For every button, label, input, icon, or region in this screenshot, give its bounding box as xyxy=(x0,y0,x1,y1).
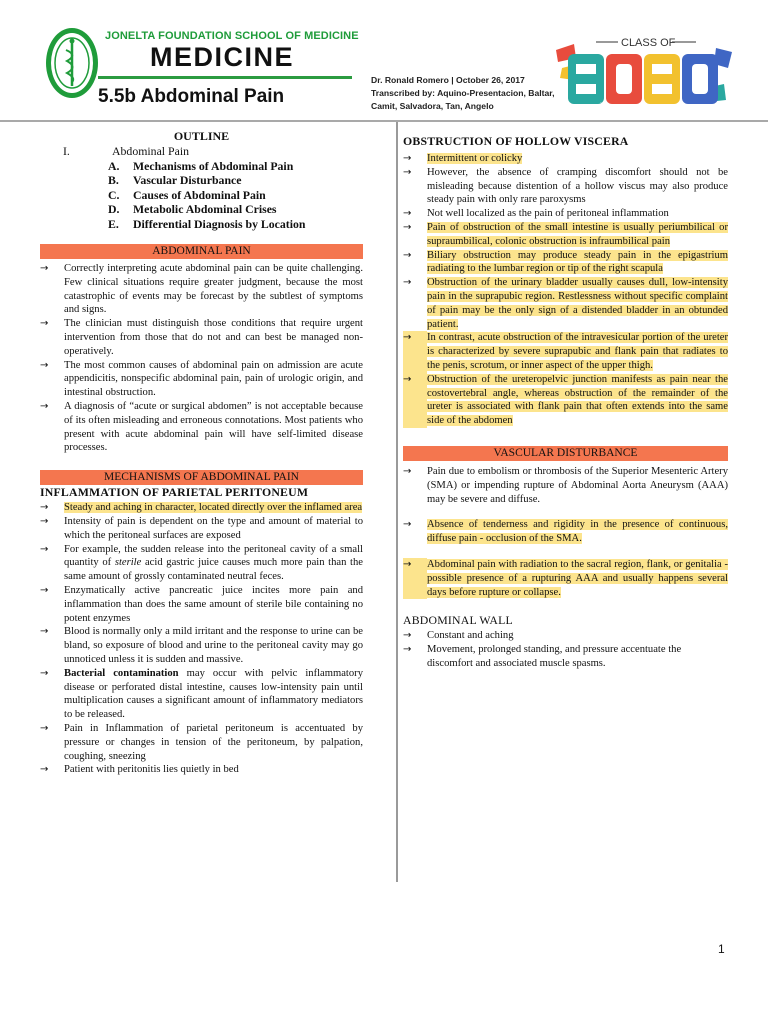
outline-item: C. Causes of Abdominal Pain xyxy=(108,187,266,202)
heading-abdominal-wall: ABDOMINAL WALL xyxy=(403,613,513,628)
list-item: → Steady and aching in character, located directly over the inflamed area xyxy=(40,502,363,514)
list-item: → Absence of tenderness and rigidity in the presence of continuous, diffuse pain - occlusion of the SMA. xyxy=(403,519,728,545)
mechanisms-list xyxy=(40,501,363,777)
page-number: 1 xyxy=(718,942,725,956)
list-item: → The most common causes of abdominal pain on admission are acute appendicitis, nonspecific abdominal pain, pain of urologic origin, and intestinal obstruction. xyxy=(40,359,363,399)
list-item: → Intensity of pain is dependent on the type and amount of material to which the peritoneal surfaces are exposed xyxy=(40,515,363,541)
outline-roman: I. xyxy=(63,144,70,158)
list-item: → Not well localized as the pain of peritoneal inflammation xyxy=(403,208,669,220)
document-header xyxy=(0,0,768,122)
outline-item: D. Metabolic Abdominal Crises xyxy=(108,202,277,216)
outline-main-text: Abdominal Pain xyxy=(112,144,190,158)
class-of-label: CLASS OF xyxy=(621,37,676,49)
list-item: → Correctly interpreting acute abdominal pain can be quite challenging. Few clinical situations require greater judgment, because the most catastrophic of events may be forecast by the subtlest of symptoms and signs. xyxy=(40,263,363,316)
list-item: → In contrast, acute obstruction of the intravesicular portion of the ureter is characterized by severe suprapubic and flank pain that radiates to the penis, scrotum, or inner aspect of the upper thigh. xyxy=(403,332,728,371)
heading-obstruction: OBSTRUCTION OF HOLLOW VISCERA xyxy=(403,134,629,148)
list-item: → Pain in Inflammation of parietal peritoneum is accentuated by pressure or changes in tension of the peritoneum, by palpation, coughing, sneezing xyxy=(40,722,363,762)
abdominal-pain-list xyxy=(40,262,363,455)
obstruction-list xyxy=(403,152,728,428)
subheading-parietal-peritoneum: INFLAMMATION OF PARIETAL PERITONEUM xyxy=(40,485,309,500)
column-divider xyxy=(396,122,398,882)
left-column xyxy=(40,122,363,777)
section-banner-mechanisms: MECHANISMS OF ABDOMINAL PAIN xyxy=(40,470,363,485)
list-item: → Obstruction of the urinary bladder usually causes dull, low-intensity pain in the suprapubic region. Restlessness without specific complaint of pain may be the only sign of a distended bladder in an obtunded patient. xyxy=(403,277,728,330)
list-item: → However, the absence of cramping discomfort should not be misleading because distention of a hollow viscus may also produce steady pain with only rare paroxysms xyxy=(403,166,728,206)
list-item: → Enzymatically active pancreatic juice incites more pain and inflammation than does the same amount of sterile bile containing no potent enzymes xyxy=(40,584,363,624)
list-item: → A diagnosis of “acute or surgical abdomen” is not acceptable because of its often misleading and erroneous connotations. Most patients who present with acute abdominal pain will have self-limited disease processes. xyxy=(40,400,363,454)
list-item: → Constant and aching xyxy=(403,630,514,642)
list-item: → The clinician must distinguish those conditions that require urgent intervention from those that do not and can best be managed non-operatively. xyxy=(40,318,363,357)
outline-item: A. Mechanisms of Abdominal Pain xyxy=(108,158,294,173)
list-item: → Movement, prolonged standing, and pressure accentuate the discomfort and associated muscle spasms. xyxy=(403,644,682,669)
outline-item: B. Vascular Disturbance xyxy=(108,173,242,187)
module-title: 5.5b Abdominal Pain xyxy=(98,86,285,107)
outline-item: E. Differential Diagnosis by Location xyxy=(108,216,306,231)
school-name: JONELTA FOUNDATION SCHOOL OF MEDICINE xyxy=(105,30,359,42)
class-of-2020-logo xyxy=(556,28,732,108)
list-item: → Patient with peritonitis lies quietly in bed xyxy=(40,764,239,776)
outline-main-item xyxy=(40,144,363,159)
list-item: → Pain of obstruction of the small intestine is usually periumbilical or supraumbilical, colonic obstruction is infraumbilical pain xyxy=(403,221,728,247)
outline-title: OUTLINE xyxy=(173,129,230,143)
abdominal-wall-list xyxy=(403,629,728,670)
section-banner-abdominal-pain: ABDOMINAL PAIN xyxy=(40,244,363,259)
list-item: → Biliary obstruction may produce steady pain in the epigastrium radiating to the lumbar region or tip of the right scapula xyxy=(403,249,728,275)
title-underline xyxy=(98,76,352,79)
list-item: → Abdominal pain with radiation to the sacral region, flank, or genitalia - possible presence of a rupturing AAA and usually happens several days before rupture or collapse. xyxy=(403,558,728,598)
transcribers-line-2: Camit, Salvadora, Tan, Angelo xyxy=(371,101,494,111)
lecture-meta xyxy=(371,74,555,113)
class-year: 2020 xyxy=(600,103,603,104)
list-item: → Bacterial contamination may occur with pelvic inflammatory disease or perforated distal intestine, causes low-intensity pain until multiplication causes a significant amount of inflammatory mediators to be released. xyxy=(40,667,363,721)
vascular-list xyxy=(403,465,728,599)
lecturer-date: Dr. Ronald Romero | October 26, 2017 xyxy=(371,75,525,85)
list-item: → Blood is normally only a mild irritant and the response to urine can be bland, so exposure of blood and urine to the peritoneal cavity may go unnoticed unless it is sudden and massive. xyxy=(40,626,363,665)
outline xyxy=(40,129,363,231)
section-banner-vascular: VASCULAR DISTURBANCE xyxy=(403,446,728,461)
right-column xyxy=(403,122,728,671)
transcribers-line-1: Transcribed by: Aquino-Presentacion, Baltar, xyxy=(371,88,555,98)
department-title: MEDICINE xyxy=(150,42,295,72)
school-seal-logo xyxy=(44,26,100,100)
list-item: → Intermittent or colicky xyxy=(403,153,523,164)
list-item: → For example, the sudden release into the peritoneal cavity of a small quantity of sterile acid gastric juice causes much more pain than the same amount of grossly contaminated neutral feces. xyxy=(40,543,363,583)
list-item: → Obstruction of the ureteropelvic junction manifests as pain near the costovertebral angle, whereas obstruction of the remainder of the ureter is associated with flank pain that often extends into the same side of the abdomen xyxy=(403,373,728,427)
list-item: → Pain due to embolism or thrombosis of the Superior Mesenteric Artery (SMA) or impending rupture of Abdominal Aorta Aneurysm (AAA) may be severe and diffuse. xyxy=(403,465,728,505)
